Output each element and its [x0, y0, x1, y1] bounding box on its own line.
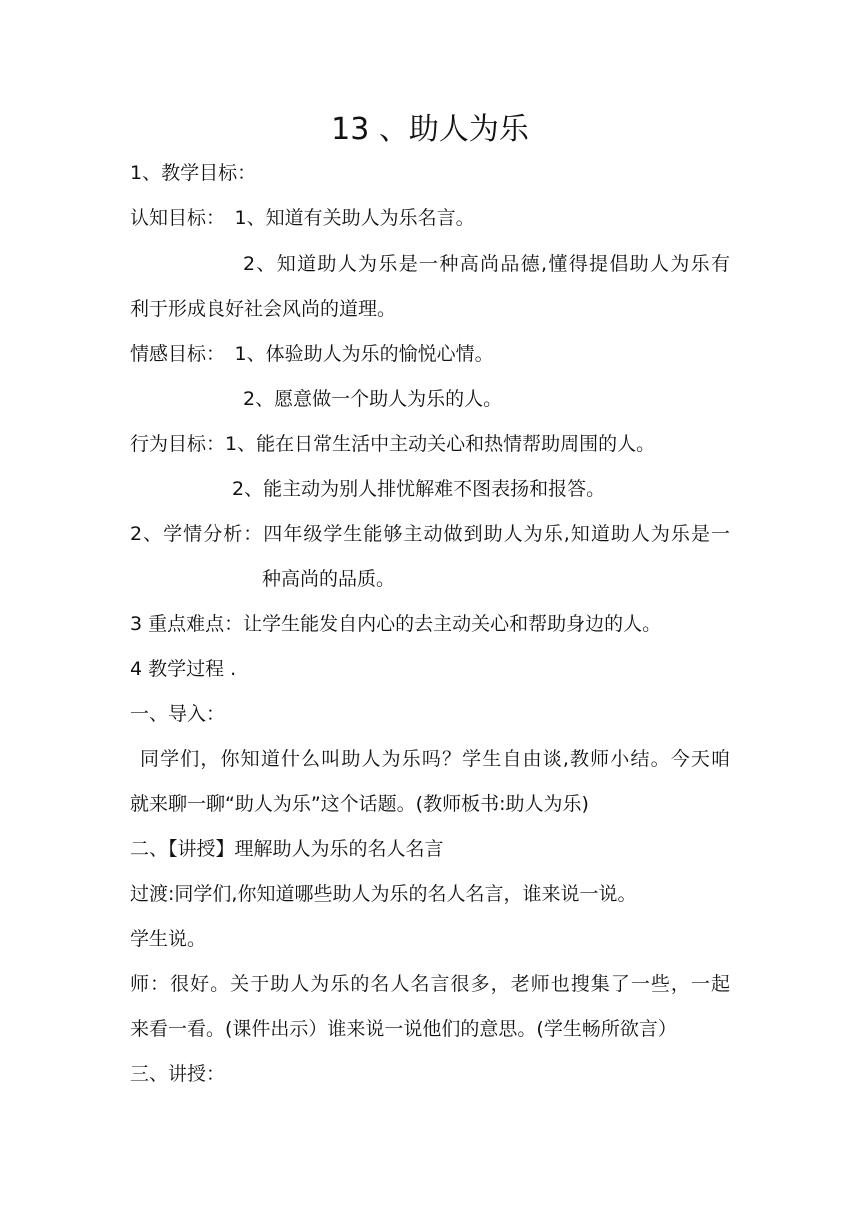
intro-paragraph-line-2: 就来聊一聊“助人为乐”这个话题。(教师板书:助人为乐) — [130, 793, 589, 815]
teacher-paragraph-line-2: 来看一看。(课件出示）谁来说一说他们的意思。(学生畅所欲言） — [130, 1018, 677, 1040]
behavior-goal-1: 行为目标：1、能在日常生活中主动关心和热情帮助周围的人。 — [130, 433, 656, 455]
cognitive-goal-1: 认知目标： 1、知道有关助人为乐名言。 — [130, 207, 475, 229]
students-speak: 学生说。 — [130, 928, 207, 950]
key-difficulties: 3 重点难点：让学生能发自内心的去主动关心和帮助身边的人。 — [130, 613, 662, 635]
transition-paragraph: 过渡:同学们,你知道哪些助人为乐的名人名言，谁来说一说。 — [130, 883, 637, 905]
cognitive-goal-2-cont: 利于形成良好社会风尚的道理。 — [130, 298, 397, 320]
cognitive-goal-2: 2、知道助人为乐是一种高尚品德,懂得提倡助人为乐有 — [243, 253, 730, 275]
emotion-goal-2: 2、愿意做一个助人为乐的人。 — [243, 388, 503, 410]
teacher-paragraph-line-1: 师：很好。关于助人为乐的名人名言很多，老师也搜集了一些，一起 — [130, 973, 730, 995]
section-teaching-goals: 1、教学目标： — [130, 162, 257, 184]
heading-introduction: 一、导入： — [130, 703, 226, 725]
learner-analysis: 2、学情分析：四年级学生能够主动做到助人为乐,知道助人为乐是一 — [130, 523, 730, 545]
emotion-goal-1: 情感目标： 1、体验助人为乐的愉悦心情。 — [130, 343, 494, 365]
document-title: 13 、助人为乐 — [331, 112, 529, 147]
section-teaching-process: 4 教学过程 . — [130, 658, 237, 680]
learner-analysis-cont: 种高尚的品质。 — [262, 568, 396, 590]
behavior-goal-2: 2、能主动为别人排忧解难不图表扬和报答。 — [232, 478, 606, 500]
heading-lecture: 三、讲授： — [130, 1063, 226, 1085]
intro-paragraph-line-1: 同学们，你知道什么叫助人为乐吗？学生自由谈,教师小结。今天咱 — [140, 748, 730, 770]
heading-lecture-quotes: 二、【讲授】理解助人为乐的名人名言 — [130, 838, 444, 860]
